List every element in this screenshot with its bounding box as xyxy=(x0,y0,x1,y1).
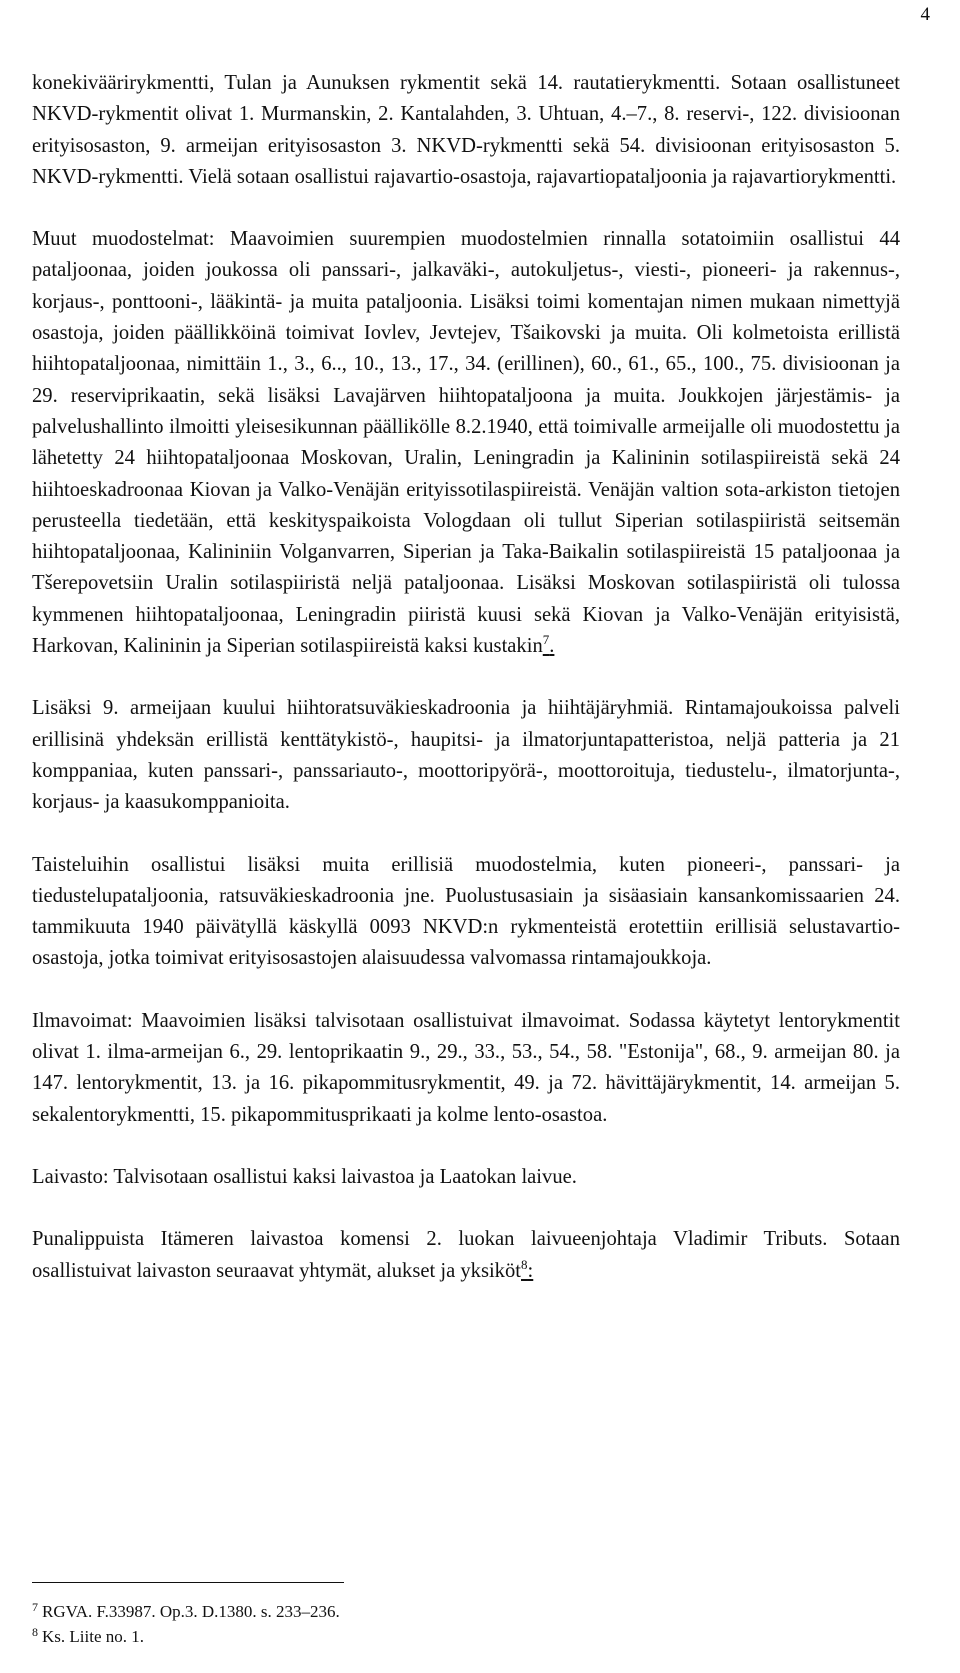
footnote-7 xyxy=(32,1599,900,1624)
footnote-divider xyxy=(32,1582,344,1583)
paragraph-taisteluihin: Taisteluihin osallistui lisäksi muita erillisiä muodostelmia, kuten pioneeri-, panssari- ja tiedustelupataljoonia, ratsuväkieskadroonia jne. Puolustusasiain ja sisäasiain kansankomissaarien 24. tammikuuta 1940 päivätyllä käskyllä 0093 NKVD:n rykmenteistä erotettiin erillisiä selustavartio-osastoja, jotka toimivat erityisosastojen alaisuudessa valvomassa rintamajoukkoja. xyxy=(32,853,900,970)
footnote-number: 7 xyxy=(32,1600,38,1614)
paragraph-rykmentit: konekiväärirykmentti, Tulan ja Aunuksen rykmentit sekä 14. rautatierykmentti. Sotaan osallistuneet NKVD-rykmentit olivat 1. Murmanskin, 2. Kantalahden, 3. Uhtuan, 4.–7., 8. reservi-, 122. divisioonan erityisosaston, 9. armeijan erityisosaston 3. NKVD-rykmentti sekä 54. divisioonan erityisosaston 5. NKVD-rykmentti. Vielä sotaan osallistui rajavartio-osastoja, rajavartiopataljoonia ja rajavartiorykmentti. xyxy=(32,72,900,188)
footnote-8 xyxy=(32,1624,900,1649)
footnote-reference-8[interactable] xyxy=(521,1256,534,1282)
paragraph-ilmavoimat: Ilmavoimat: Maavoimien lisäksi talvisotaan osallistuivat ilmavoimat. Sodassa käytetyt lentorykmentit olivat 1. ilma-armeijan 6., 29. lentoprikaatin 9., 29., 33., 53., 54., 58. "Estonija", 68., 9. armeijan 80. ja 147. lentorykmentit, 13. ja 16. pikapommitusrykmentit, 49. ja 72. hävittäjärykmentit, 14. armeijan 5. sekalentorykmentti, 15. pikapommitusprikaati ja kolme lento-osastoa. xyxy=(32,1009,900,1126)
footnote-mark: 8 xyxy=(521,1256,528,1272)
paragraph-text: Muut muodostelmat: Maavoimien suurempien muodostelmien rinnalla sotatoimiin osallistui 44 pataljoonaa, joiden joukossa oli panssari-, jalkaväki-, autokuljetus-, viesti-, pioneeri- ja rakennus-, korjaus-, ponttooni-, lääkintä- ja muita pataljoonia. Lisäksi toimi komentajan nimen mukaan nimettyjä osastoja, joiden päällikköinä toimivat Iovlev, Jevtejev, Tšaikovski ja muita. Oli kolmetoista erillistä hiihtopataljoonaa, nimittäin 1., 3., 6.., 10., 13., 17., 34. (erillinen), 60., 61., 65., 100., 75. divisioonan ja 29. reserviprikaatin, sekä lisäksi Lavajärven hiihtopataljoona ja muita. Joukkojen järjestämis- ja palvelushallinto ilmoitti yleisesikunnan päällikölle 8.2.1940, että toimivalle armeijalle oli muodostettu ja lähetetty 24 hiihtopataljoonaa Moskovan, Uralin, Leningradin ja Kalininin sotilaspiireistä sekä 24 hiihtoeskadroonaa Kiovan ja Valko-Venäjän erityissotilaspiireistä. Venäjän valtion sota-arkiston tietojen perusteella tiedetään, että keskityspaikoista Vologdaan oli tullut Siperian sotilaspiiristä seitsemän hiihtopataljoonaa, Kalininiin Volganvarren, Siperian ja Taka-Baikalin sotilaspiireistä 15 pataljoonaa ja Tšerepovetsiin Uralin sotilaspiiristä neljä pataljoonaa. Lisäksi Moskovan sotilaspiiristä oli tulossa kymmenen hiihtopataljoonaa, Leningradin piiristä kuusi sekä Kiovan ja Valko-Venäjän erityisistä, Harkovan, Kalininin ja Siperian sotilaspiireistä kaksi kustakin xyxy=(32,228,900,658)
paragraph-laivasto: Laivasto: Talvisotaan osallistui kaksi laivastoa ja Laatokan laivue. xyxy=(32,1165,577,1188)
paragraph-punalippuista xyxy=(32,1224,900,1287)
footnote-reference-7[interactable] xyxy=(542,632,555,658)
body-text xyxy=(32,68,900,1287)
footnotes-section xyxy=(32,1582,900,1649)
paragraph-hiihtoratsuvaki: Lisäksi 9. armeijaan kuului hiihtoratsuväkieskadroonia ja hiihtäjäryhmiä. Rintamajoukoissa palveli erillisinä yhdeksän erillistä kenttätykistö-, haupitsi- ja ilmatorjuntapatteristoa, neljä patteria ja 21 komppaniaa, kuten panssari-, panssariauto-, moottoripyörä-, moottoroituja, tiedustelu-, ilmatorjunta-, korjaus- ja kaasukomppanioita. xyxy=(32,697,900,814)
footnote-text: Ks. Liite no. 1. xyxy=(42,1627,144,1646)
paragraph-muut-muodostelmat xyxy=(32,224,900,662)
footnote-mark: 7 xyxy=(542,632,550,648)
footnote-text: RGVA. F.33987. Op.3. D.1380. s. 233–236. xyxy=(42,1602,340,1621)
footnote-punctuation: : xyxy=(527,1259,534,1282)
paragraph-text: Punalippuista Itämeren laivastoa komensi 2. luokan laivueenjohtaja Vladimir Tributs. Sotaan osallistuivat laivaston seuraavat yhtymät, alukset ja yksiköt xyxy=(32,1228,900,1282)
footnote-punctuation: . xyxy=(549,635,555,658)
page-number: 4 xyxy=(920,4,930,25)
footnote-number: 8 xyxy=(32,1625,38,1639)
